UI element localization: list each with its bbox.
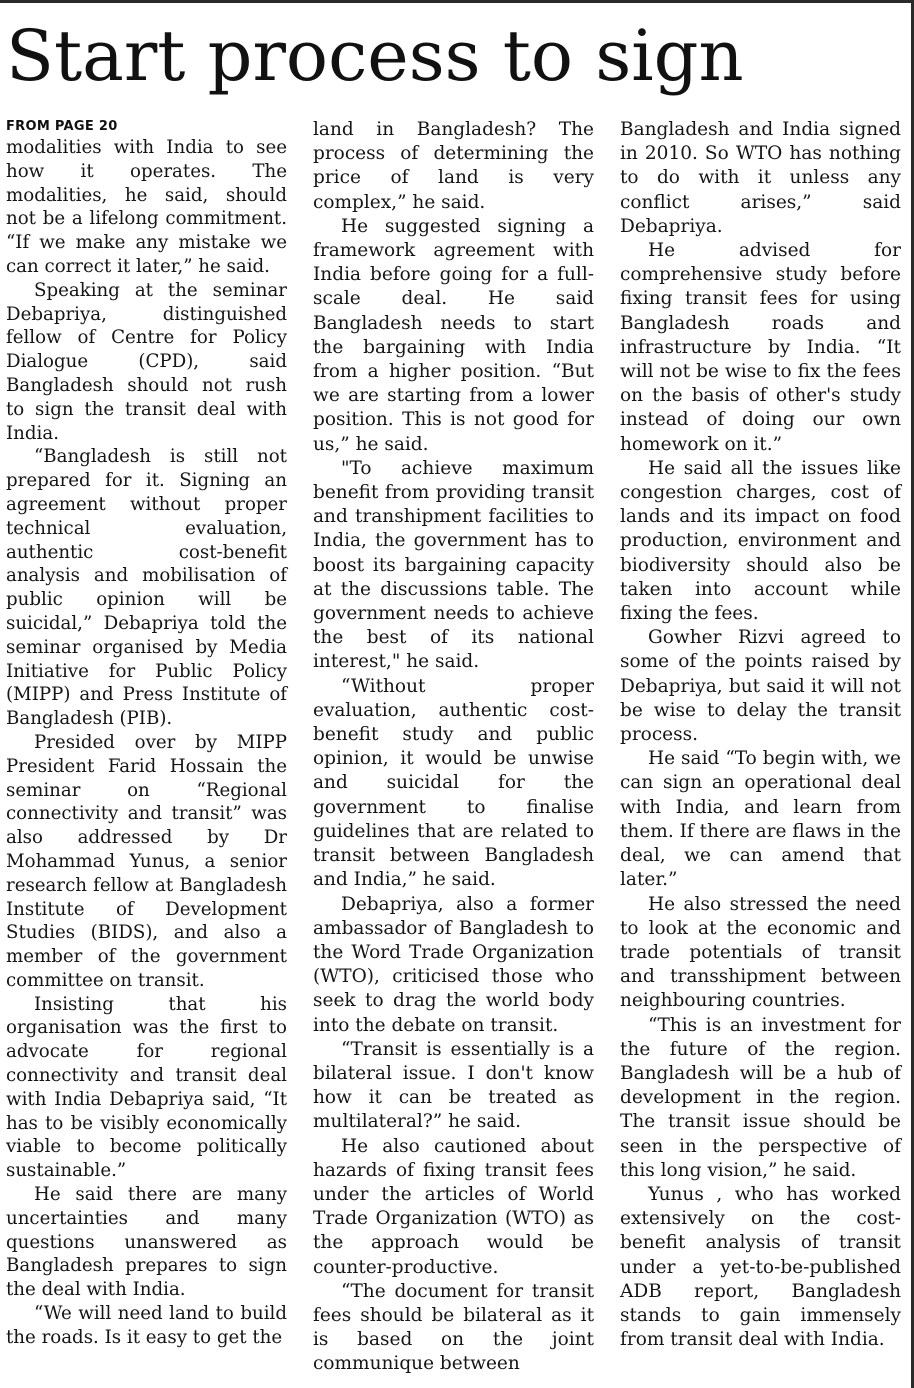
paragraph: Debapriya, also a former ambassador of Bangladesh to the Word Trade Organization (WTO), criticised those who seek to drag the world body into the debate on transit.	[313, 893, 594, 1036]
paragraph: He also stressed the need to look at the economic and trade potentials of transit and transshipment between neighbouring countries.	[620, 893, 901, 1012]
paragraph: “Transit is essentially is a bilateral issue. I don't know how it can be treated as multilateral?” he said.	[313, 1038, 594, 1133]
paragraph: "To achieve maximum benefit from providing transit and transhipment facilities to India, the government has to boost its bargaining capacity at the discussions table. The government needs to achieve the best of its national interest," he said.	[313, 457, 594, 673]
paragraph: Gowher Rizvi agreed to some of the points raised by Debapriya, but said it will not be wise to delay the transit process.	[620, 627, 901, 746]
paragraph: Speaking at the seminar Debapriya, distinguished fellow of Centre for Policy Dialogue (CPD), said Bangladesh should not rush to sign the transit deal with India.	[6, 279, 287, 444]
top-border	[0, 0, 914, 3]
paragraph: “The document for transit fees should be bilateral as it is based on the joint communique between	[313, 1280, 594, 1375]
paragraph: Yunus , who has worked extensively on the cost-benefit analysis of transit under a yet-to-be-published ADB report, Bangladesh stands to gain immensely from transit deal with India.	[620, 1183, 901, 1351]
paragraph: He said all the issues like congestion charges, cost of lands and its impact on food production, environment and biodiversity should also be taken into account while fixing the fees.	[620, 457, 901, 625]
paragraph: Presided over by MIPP President Farid Hossain the seminar on “Regional connectivity and transit” was also addressed by Dr Mohammad Yunus, a senior research fellow at Bangladesh Institute of Development Studies (BIDS), and also a member of the government committee on transit.	[6, 731, 287, 991]
jump-label: FROM PAGE 20	[6, 119, 118, 134]
paragraph: He advised for comprehensive study before fixing transit fees for using Bangladesh roads and infrastructure by India. “It will not be wise to fix the fees on the basis of other's study instead of doing our own homework on it.”	[620, 240, 901, 455]
article-column-2	[313, 118, 594, 1377]
paragraph: He said “To begin with, we can sign an operational deal with India, and learn from them. If there are flaws in the deal, we can amend that later.”	[620, 748, 901, 891]
article-column-3	[620, 118, 901, 1352]
article-column-1	[6, 118, 287, 1350]
headline: Start process to sign	[6, 15, 744, 97]
paragraph: “This is an investment for the future of the region. Bangladesh will be a hub of development in the region. The transit issue should be seen in the perspective of this long vision,” he said.	[620, 1014, 901, 1181]
paragraph: He suggested signing a framework agreement with India before going for a full-scale deal. He said Bangladesh needs to start the bargaining with India from a higher position. “But we are starting from a lower position. This is not good for us,” he said.	[313, 215, 594, 455]
paragraph: land in Bangladesh? The process of determining the price of land is very complex,” he said.	[313, 119, 594, 213]
paragraph: modalities with India to see how it operates. The modalities, he said, should not be a lifelong commitment. “If we make any mistake we can correct it later,” he said.	[6, 137, 287, 277]
paragraph: Insisting that his organisation was the first to advocate for regional connectivity and transit deal with India Debapriya said, “It has to be visibly economically viable to become politically sustainable.”	[6, 993, 287, 1182]
paragraph: He said there are many uncertainties and many questions unanswered as Bangladesh prepares to sign the deal with India.	[6, 1184, 287, 1301]
paragraph: “Bangladesh is still not prepared for it. Signing an agreement without proper technical evaluation, authentic cost-benefit analysis and mobilisation of public opinion will be suicidal,” Debapriya told the seminar organised by Media Initiative for Public Policy (MIPP) and Press Institute of Bangladesh (PIB).	[6, 446, 287, 730]
paragraph: “Without proper evaluation, authentic cost-benefit study and public opinion, it would be unwise and suicidal for the government to finalise guidelines that are related to transit between Bangladesh and India,” he said.	[313, 675, 594, 891]
paragraph: “We will need land to build the roads. Is it easy to get the	[6, 1303, 287, 1348]
paragraph: Bangladesh and India signed in 2010. So WTO has nothing to do with it unless any conflict arises,” said Debapriya.	[620, 119, 901, 237]
paragraph: He also cautioned about hazards of fixing transit fees under the articles of World Trade Organization (WTO) as the approach would be counter-productive.	[313, 1135, 594, 1278]
